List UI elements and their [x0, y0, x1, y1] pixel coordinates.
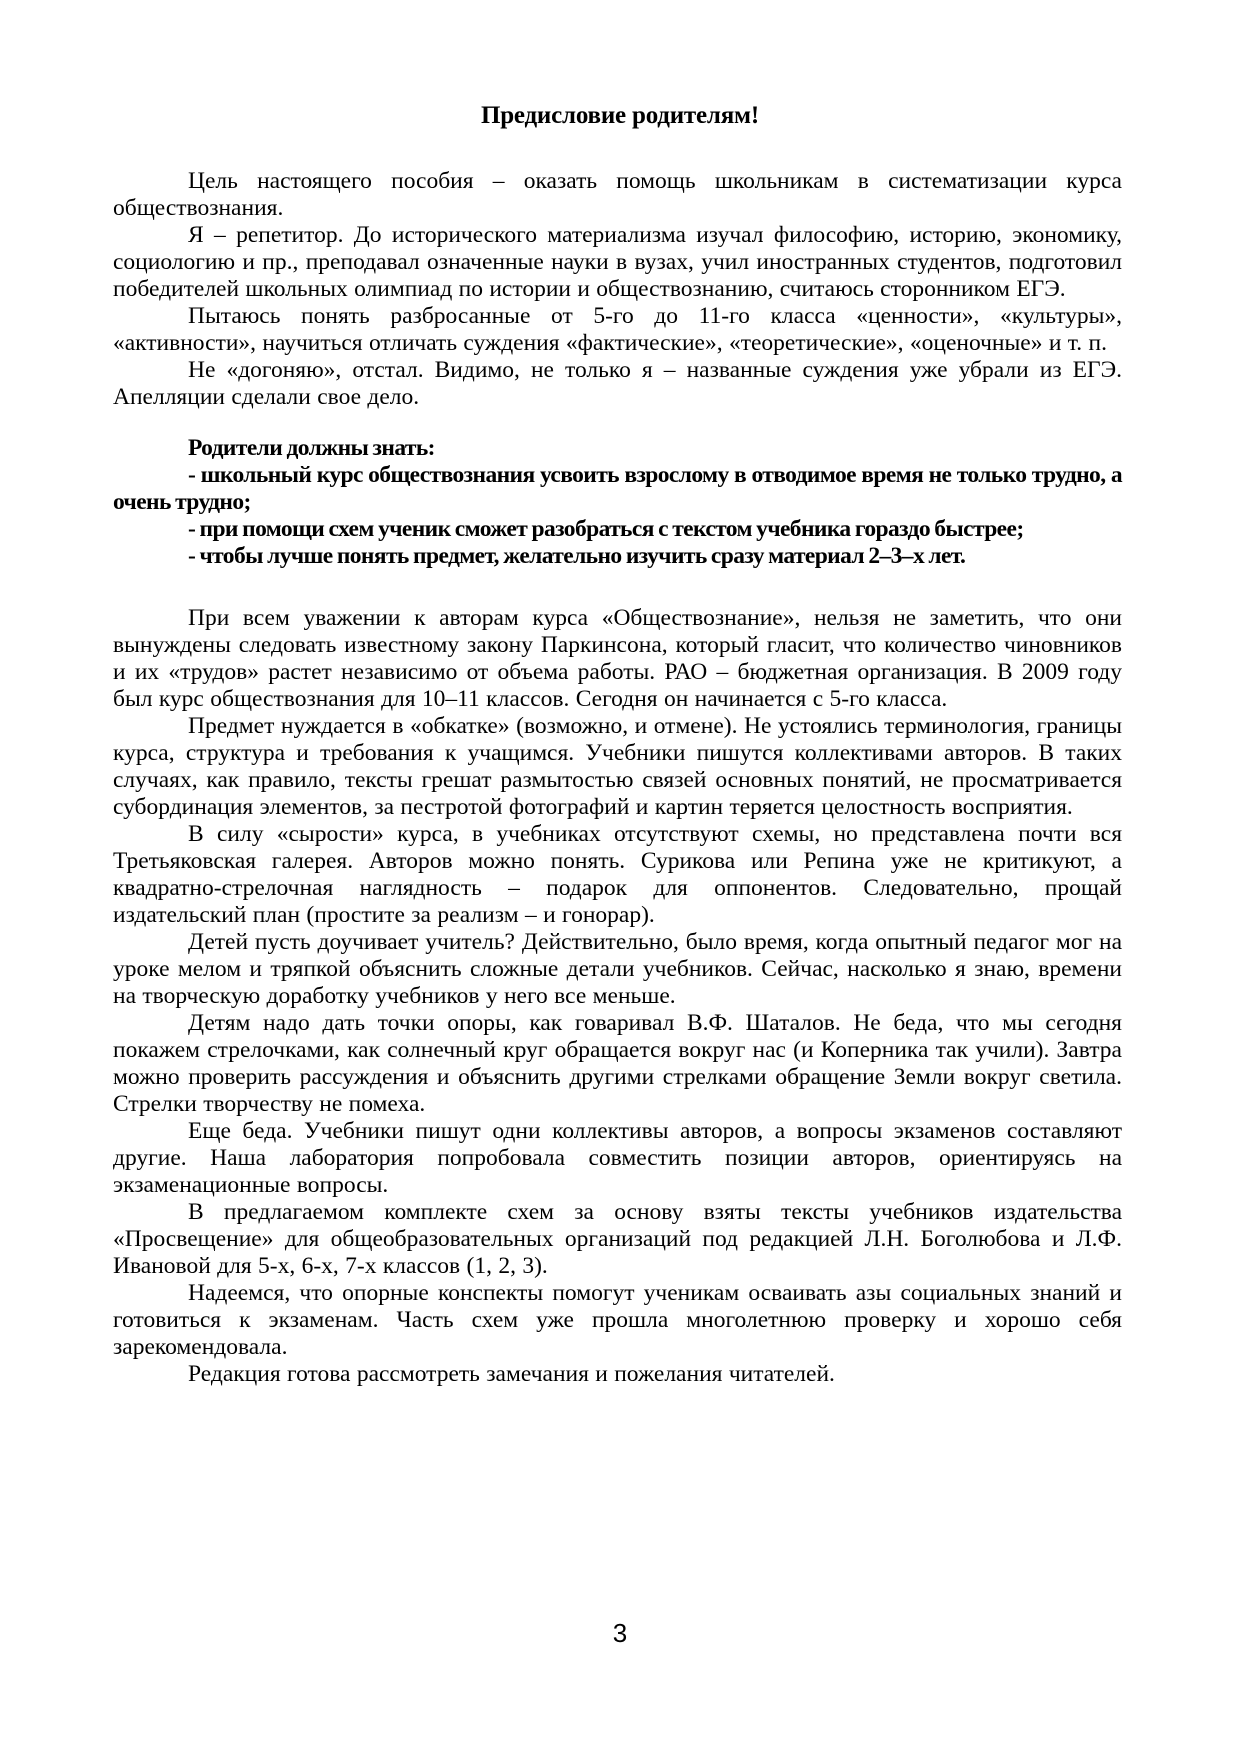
bold-paragraph: - чтобы лучше понять предмет, желательно изучить сразу материал 2–3–х лет. [188, 543, 966, 569]
paragraph: Предмет нуждается в «обкатке» (возможно, и отмене). Не устоялись терминология, границы курса, структура и требования к учащимся. Учебники пишутся коллективами авторов. В таких случаях, как правило, тексты грешат размытостью связей основных понятий, не просматривается субординация элементов, за пестротой фотографий и картин теряется целостность восприятия. [113, 713, 1122, 820]
paragraph: Пытаюсь понять разбросанные от 5-го до 11-го класса «ценности», «культуры», «активности», научиться отличать суждения «фактические», «теоретические», «оценочные» и т. п. [113, 303, 1122, 356]
paragraph: При всем уважении к авторам курса «Обществознание», нельзя не заметить, что они вынуждены следовать известному закону Паркинсона, который гласит, что количество чиновников и их «трудов» растет независимо от объема работы. РАО – бюджетная организация. В 2009 году был курс обществознания для 10–11 классов. Сегодня он начинается с 5-го класса. [113, 605, 1122, 712]
paragraph: Детям надо дать точки опоры, как говаривал В.Ф. Шаталов. Не беда, что мы сегодня покажем стрелочками, как солнечный круг обращается вокруг нас (и Коперника так учили). Завтра можно проверить рассуждения и объяснить другими стрелками обращение Земли вокруг светила. Стрелки творчеству не помеха. [113, 1010, 1122, 1117]
bold-paragraph: - при помощи схем ученик сможет разобраться с текстом учебника гораздо быстрее; [188, 516, 1024, 542]
page-title: Предисловие родителям! [480, 102, 760, 129]
paragraph: Еще беда. Учебники пишут одни коллективы авторов, а вопросы экзаменов составляют другие. Наша лаборатория попробовала совместить позиции авторов, ориентируясь на экзаменационные вопросы. [113, 1118, 1122, 1198]
paragraph: В силу «сырости» курса, в учебниках отсутствуют схемы, но представлена почти вся Третьяковская галерея. Авторов можно понять. Сурикова или Репина уже не критикуют, а квадратно-стрелочная наглядность – подарок для оппонентов. Следовательно, прощай издательский план (простите за реализм – и гонорар). [113, 821, 1122, 928]
paragraph: Надеемся, что опорные конспекты помогут ученикам осваивать азы социальных знаний и готовиться к экзаменам. Часть схем уже прошла многолетнюю проверку и хорошо себя зарекомендовала. [113, 1280, 1122, 1360]
paragraph: Редакция готова рассмотреть замечания и пожелания читателей. [188, 1361, 835, 1387]
document-body [113, 168, 1122, 1388]
paragraph: Цель настоящего пособия – оказать помощь школьникам в систематизации курса обществознания. [113, 168, 1122, 221]
page-number: 3 [612, 1618, 628, 1648]
paragraph: В предлагаемом комплекте схем за основу взяты тексты учебников издательства «Просвещение» для общеобразовательных организаций под редакцией Л.Н. Боголюбова и Л.Ф. Ивановой для 5-х, 6-х, 7-х классов (1, 2, 3). [113, 1199, 1122, 1279]
paragraph: Детей пусть доучивает учитель? Действительно, было время, когда опытный педагог мог на уроке мелом и тряпкой объяснить сложные детали учебников. Сейчас, насколько я знаю, времени на творческую доработку учебников у него все меньше. [113, 929, 1122, 1009]
bold-paragraph: - школьный курс обществознания усвоить взрослому в отводимое время не только трудно, а очень трудно; [113, 462, 1122, 515]
paragraph: Я – репетитор. До исторического материализма изучал философию, историю, экономику, социологию и пр., преподавал означенные науки в вузах, учил иностранных студентов, подготовил победителей школьных олимпиад по истории и обществознанию, считаюсь сторонником ЕГЭ. [113, 222, 1122, 302]
bold-paragraph: Родители должны знать: [188, 435, 435, 461]
paragraph: Не «догоняю», отстал. Видимо, не только я – названные суждения уже убрали из ЕГЭ. Апелляции сделали свое дело. [113, 357, 1122, 410]
